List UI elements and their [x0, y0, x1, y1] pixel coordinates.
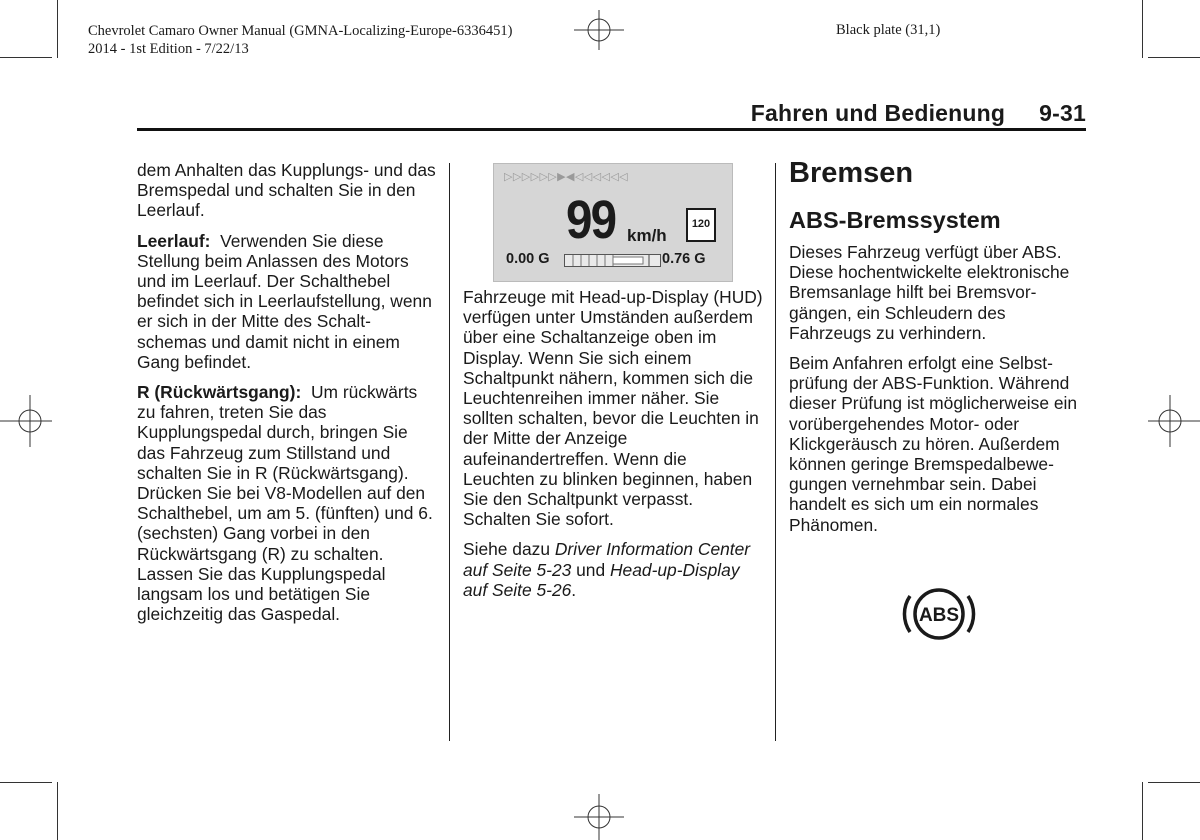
paragraph-clutch: dem Anhalten das Kupplungs- und das Bremspedal und schalten Sie in den Leerlauf. [137, 160, 436, 221]
paragraph-abs-intro: Dieses Fahrzeug verfügt über ABS. Diese hochentwickelte elektronische Bremsanlage hilft bei Bremsvor-gängen, ein Schleudern des Fahrzeugs zu verhindern. [789, 242, 1070, 343]
subheading-abs: ABS-Bremssystem [789, 207, 1001, 233]
reference-driver-info-center: Driver Information Center auf Seite 5-23 [463, 539, 751, 580]
running-head [751, 100, 1086, 127]
paragraph-neutral [137, 231, 437, 372]
column-2 [463, 287, 763, 610]
column-divider-2 [775, 163, 776, 741]
print-header-edition: 2014 - 1st Edition - 7/22/13 [88, 41, 249, 57]
hud-display-image [493, 163, 733, 282]
shift-indicator-arrows: ▷▷▷▷▷▷▶◀◁◁◁◁◁◁ [504, 171, 629, 183]
hud-speed-value: 99 [566, 190, 616, 250]
label-neutral: Leerlauf: [137, 230, 211, 251]
paragraph-see-also [463, 539, 763, 600]
column-1 [137, 160, 437, 634]
print-header-title: Chevrolet Camaro Owner Manual (GMNA-Localizing-Europe-6336451) [88, 23, 513, 39]
hud-speed-unit: km/h [627, 226, 667, 245]
g-force-bar [564, 254, 661, 267]
see-also-and: und [576, 559, 606, 580]
column-divider-1 [449, 163, 450, 741]
reference-head-up-display: Head-up-Display auf Seite 5-26 [463, 559, 740, 600]
see-also-prefix: Siehe dazu [463, 539, 551, 560]
paragraph-hud: Fahrzeuge mit Head-up-Display (HUD) verfügen unter Umständen außerdem über eine Schaltanzeige oben im Display. Wenn Sie sich einem Schaltpunkt nähern, kommen sich die Leuchtenreihen immer näher. Sie sollten schalten, bevor die Leuchten in der Mitte der Anzeige aufeinandertreffen. Wenn die Leuchten zu blinken beginnen, haben Sie den Schaltpunkt verpasst. Schalten Sie sofort. [463, 287, 763, 530]
section-title: Fahren und Bedienung [750, 100, 1006, 126]
see-also-suffix: . [571, 579, 577, 600]
abs-warning-icon [898, 582, 980, 646]
hud-g-force-right: 0.76 G [662, 251, 706, 267]
hud-g-force-left: 0.00 G [506, 251, 550, 267]
plate-label: Black plate (31,1) [836, 22, 941, 38]
registration-mark-right-icon [1148, 395, 1200, 447]
registration-mark-bottom-icon [574, 794, 624, 840]
registration-mark-top-icon [574, 10, 624, 50]
registration-mark-left-icon [0, 395, 52, 447]
page-number: 9-31 [1039, 100, 1086, 126]
print-header [88, 22, 512, 58]
column-3 [789, 242, 1089, 545]
text-reverse: Um rückwärts zu fahren, treten Sie das Kupplungspedal durch, bringen Sie das Fahrzeug zum Stillstand und schalten Sie in R (Rückwärtsgang). Drücken Sie bei V8-Modellen auf den Schalthebel, um am 5. (fünften) und 6. (sechsten) Gang vorbei in den Rückwärtsgang (R) zu schalten. Lassen Sie das Kupplungspedal langsam los und betätigen Sie gleichzeitig das Gaspedal. [137, 382, 433, 625]
header-rule [137, 128, 1086, 131]
speed-limit-sign-icon: 120 [686, 208, 716, 242]
paragraph-reverse [137, 382, 437, 624]
paragraph-abs-selftest: Beim Anfahren erfolgt eine Selbst-prüfung der ABS-Funktion. Während dieser Prüfung ist möglicherweise ein vorübergehendes Motor- oder Klickgeräusch zu hören. Außerdem können geringe Bremspedalbewe-gungen vernehmbar sein. Dabei handelt es sich um ein normales Phänomen. [789, 353, 1078, 535]
label-reverse: R (Rückwärtsgang): [137, 382, 302, 403]
abs-icon-text: ABS [918, 605, 960, 626]
text-neutral: Verwenden Sie diese Stellung beim Anlassen des Motors und im Leerlauf. Der Schalthebel befindet sich in Leerlaufstellung, wenn er sich in der Mitte des Schalt-schemas und damit nicht in einem Gang befindet. [137, 230, 432, 372]
heading-brakes: Bremsen [789, 157, 914, 189]
